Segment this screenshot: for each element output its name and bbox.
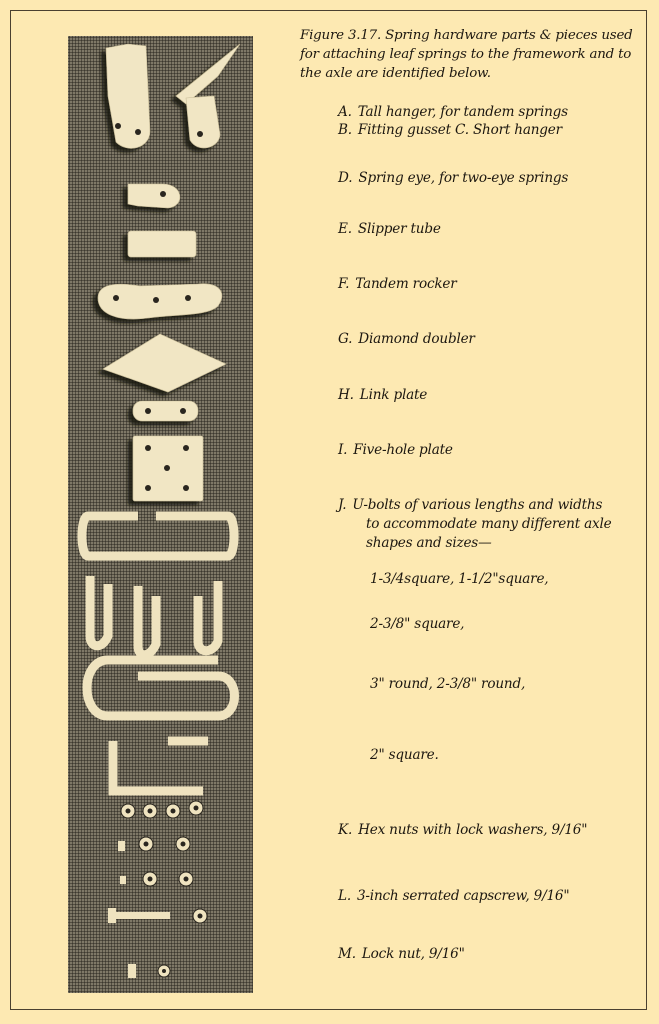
- u-bolt-2: [90, 576, 218, 655]
- u-bolt-3: [87, 660, 235, 716]
- slipper-tube-part: [128, 231, 196, 257]
- diamond-doubler-part: [103, 334, 226, 392]
- fitting-gusset-part: [176, 44, 240, 104]
- u-bolt-4: [113, 741, 208, 791]
- item-e: E. Slipper tube: [338, 221, 441, 237]
- capscrew-part: [110, 912, 170, 919]
- u-bolt-size-4: 2" square.: [370, 747, 439, 763]
- short-hanger-part: [186, 96, 220, 148]
- u-bolt-size-1: 1-3/4square, 1-1/2"square,: [370, 571, 549, 587]
- item-a: A. Tall hanger, for tandem springs: [338, 104, 568, 120]
- item-h: H. Link plate: [338, 387, 428, 403]
- item-f: F. Tandem rocker: [338, 276, 457, 292]
- item-k: K. Hex nuts with lock washers, 9/16": [338, 822, 588, 838]
- u-bolt-1: [82, 516, 234, 556]
- item-j-line2: to accommodate many different axle: [366, 516, 612, 532]
- item-j: J. U-bolts of various lengths and widths: [338, 497, 603, 513]
- tall-hanger-part: [106, 44, 150, 148]
- item-j-line3: shapes and sizes—: [366, 535, 492, 551]
- item-i: I. Five-hole plate: [338, 442, 453, 458]
- item-m: M. Lock nut, 9/16": [338, 946, 465, 962]
- item-l: L. 3-inch serrated capscrew, 9/16": [338, 888, 570, 904]
- u-bolt-size-3: 3" round, 2-3/8" round,: [370, 676, 526, 692]
- hardware-photo: [68, 36, 253, 993]
- hardware-illustration: [68, 36, 253, 993]
- item-b-c: B. Fitting gusset C. Short hanger: [338, 122, 562, 138]
- figure-caption: Figure 3.17. Spring hardware parts & pieces used for attaching leaf springs to the framework and to the axle are identified below.: [300, 28, 633, 81]
- u-bolt-size-2: 2-3/8" square,: [370, 616, 465, 632]
- item-g: G. Diamond doubler: [338, 331, 475, 347]
- item-d: D. Spring eye, for two-eye springs: [338, 170, 569, 186]
- tandem-rocker-part: [98, 284, 222, 319]
- spring-eye-part: [128, 184, 180, 208]
- link-plate-part: [133, 401, 198, 421]
